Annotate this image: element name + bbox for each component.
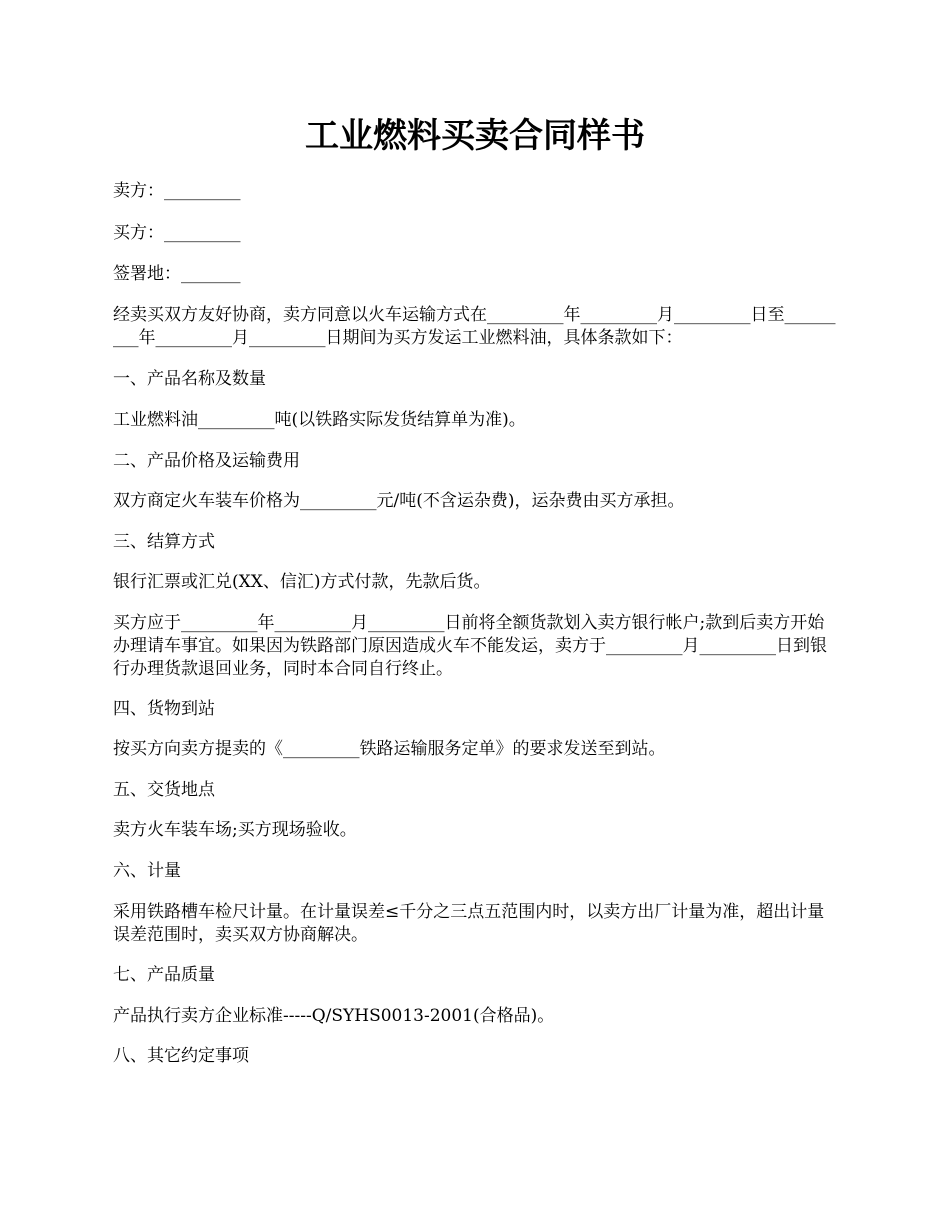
section-heading-8: 八、其它约定事项	[113, 1046, 249, 1066]
section-heading-4: 四、货物到站	[113, 699, 215, 719]
section-body-4: 按买方向卖方提卖的《_________铁路运输服务定单》的要求发送至到站。	[113, 739, 666, 759]
section-body-3b: 买方应于_________年_________月_________日前将全额货款划入卖方银行帐户;款到后卖方开始办理请车事宜。如果因为铁路部门原因造成火车不能发运，卖方于_________月_________日到银行办理货款退回业务，同时本合同自行终止。	[113, 613, 827, 679]
section-heading-7: 七、产品质量	[113, 965, 215, 985]
intro-paragraph: 经卖买双方友好协商，卖方同意以火车运输方式在_________年_________月_________日至_________年_________月_________日期间为买方发运工业燃料油，具体条款如下：	[113, 305, 836, 348]
section-body-1: 工业燃料油_________吨(以铁路实际发货结算单为准)。	[113, 410, 526, 430]
section-body-6: 采用铁路槽车检尺计量。在计量误差≤千分之三点五范围内时，以卖方出厂计量为准，超出计量误差范围时，卖买双方协商解决。	[113, 902, 825, 945]
section-body-5: 卖方火车装车场;买方现场验收。	[113, 820, 357, 840]
document-title: 工业燃料买卖合同样书	[305, 116, 645, 156]
section-heading-1: 一、产品名称及数量	[113, 369, 266, 389]
section-heading-6: 六、计量	[113, 861, 181, 881]
seller-line: 卖方：_________	[113, 181, 241, 201]
section-heading-2: 二、产品价格及运输费用	[113, 451, 300, 471]
section-heading-3: 三、结算方式	[113, 532, 215, 552]
section-body-7: 产品执行卖方企业标准-----Q/SYHS0013-2001(合格品)。	[113, 1006, 555, 1026]
section-body-3a: 银行汇票或汇兑(XX、信汇)方式付款，先款后货。	[113, 572, 491, 592]
buyer-line: 买方：_________	[113, 223, 241, 243]
section-heading-5: 五、交货地点	[113, 780, 215, 800]
section-body-2: 双方商定火车装车价格为_________元/吨(不含运杂费)，运杂费由买方承担。	[113, 491, 685, 511]
signing-place-line: 签署地：_______	[113, 264, 241, 284]
